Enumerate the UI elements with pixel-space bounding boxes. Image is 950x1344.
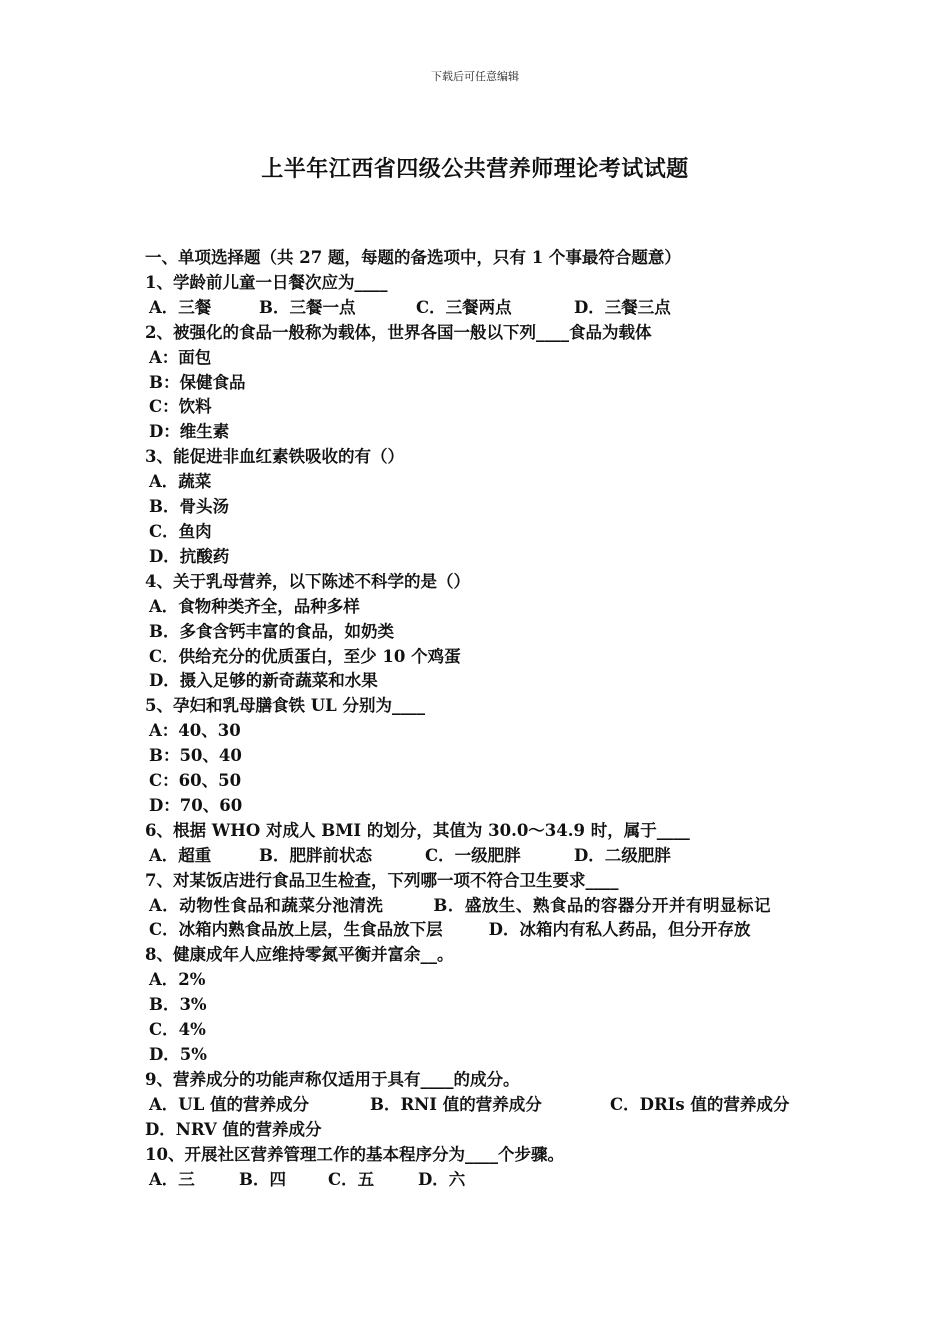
question-6-option-d: D．二级肥胖 [574, 845, 671, 865]
question-7-option-d: D．冰箱内有私人药品，但分开存放 [488, 920, 751, 940]
question-7-options [145, 894, 817, 944]
question-1-option-a: A．三餐 [149, 297, 212, 317]
question-list [145, 246, 817, 1192]
question-9-options-row [145, 1093, 817, 1118]
question-5-option-c: C：60、50 [149, 771, 242, 791]
question-1-option-b: B．三餐一点 [259, 297, 356, 317]
question-3-option-b: B．骨头汤 [149, 497, 229, 517]
question-7-option-b: B．盛放生、熟食品的容器分开并有明显标记 [433, 895, 771, 915]
question-4-option-d: D．摄入足够的新奇蔬菜和水果 [149, 671, 378, 691]
question-8-option-b: B．3% [149, 995, 207, 1015]
question-9-option-b: B．RNI 值的营养成分 [370, 1094, 542, 1114]
question-7-option-a: A．动物性食品和蔬菜分池清洗 [149, 895, 384, 915]
question-5-option-b: B：50、40 [149, 746, 242, 766]
question-6-option-b: B．肥胖前状态 [259, 845, 372, 865]
question-5-option-a: A：40、30 [149, 721, 241, 741]
question-2-option-c: C：饮料 [149, 397, 212, 417]
question-3-option-a: A．蔬菜 [149, 472, 212, 492]
question-3-option-c: C．鱼肉 [149, 521, 212, 541]
question-1-stem: 1、学龄前儿童一日餐次应为____ [145, 272, 388, 292]
question-6-stem: 6、根据 WHO 对成人 BMI 的划分，其值为 30.0～34.9 时，属于____ [145, 820, 690, 840]
question-10-option-d: D．六 [418, 1169, 466, 1189]
question-7-stem: 7、对某饭店进行食品卫生检查，下列哪一项不符合卫生要求____ [145, 870, 619, 890]
section-heading: 一、单项选择题（共 27 题，每题的备选项中，只有 1 个事最符合题意） [145, 248, 681, 267]
question-2-option-d: D：维生素 [149, 422, 230, 442]
question-5-option-d: D：70、60 [149, 795, 243, 815]
question-4-stem: 4、关于乳母营养，以下陈述不科学的是（） [145, 571, 470, 591]
question-2-stem: 2、被强化的食品一般称为载体，世界各国一般以下列____食品为载体 [145, 322, 652, 342]
question-9-option-a: A．UL 值的营养成分 [149, 1094, 310, 1114]
question-3-option-d: D．抗酸药 [149, 546, 230, 566]
question-6-option-a: A．超重 [149, 845, 212, 865]
question-1-option-c: C．三餐两点 [416, 297, 512, 317]
question-3-stem: 3、能促进非血红素铁吸收的有（） [145, 447, 404, 467]
page-header-note: 下载后可任意编辑 [431, 70, 519, 83]
question-4-option-b: B．多食含钙丰富的食品，如奶类 [149, 621, 394, 641]
question-10-stem: 10、开展社区营养管理工作的基本程序分为____个步骤。 [145, 1144, 564, 1164]
question-8-option-c: C．4% [149, 1020, 206, 1040]
question-6-options [145, 844, 817, 869]
question-9-option-c: C．DRIs 值的营养成分 [610, 1094, 790, 1114]
question-8-stem: 8、健康成年人应维持零氮平衡并富余__。 [145, 945, 454, 965]
question-10-options [145, 1168, 817, 1193]
question-1-option-d: D．三餐三点 [574, 297, 671, 317]
question-8-option-d: D．5% [149, 1045, 207, 1064]
question-4-option-c: C．供给充分的优质蛋白，至少 10 个鸡蛋 [149, 646, 461, 666]
question-4-option-a: A．食物种类齐全，品种多样 [149, 596, 360, 616]
question-7-option-c: C．冰箱内熟食品放上层，生食品放下层 [149, 920, 443, 940]
question-2-option-a: A：面包 [149, 347, 212, 367]
question-6-option-c: C．一级肥胖 [425, 845, 521, 865]
question-2-option-b: B：保健食品 [149, 372, 246, 392]
question-10-option-c: C．五 [328, 1169, 375, 1189]
question-9-stem: 9、营养成分的功能声称仅适用于具有____的成分。 [145, 1069, 520, 1089]
question-1-options [145, 296, 817, 321]
question-10-option-a: A．三 [149, 1169, 195, 1189]
question-5-stem: 5、孕妇和乳母膳食铁 UL 分别为____ [145, 696, 425, 716]
question-9-option-d: D．NRV 值的营养成分 [145, 1119, 322, 1139]
question-8-option-a: A．2% [149, 970, 206, 990]
document-title: 上半年江西省四级公共营养师理论考试试题 [261, 156, 689, 182]
question-10-option-b: B．四 [239, 1169, 286, 1189]
